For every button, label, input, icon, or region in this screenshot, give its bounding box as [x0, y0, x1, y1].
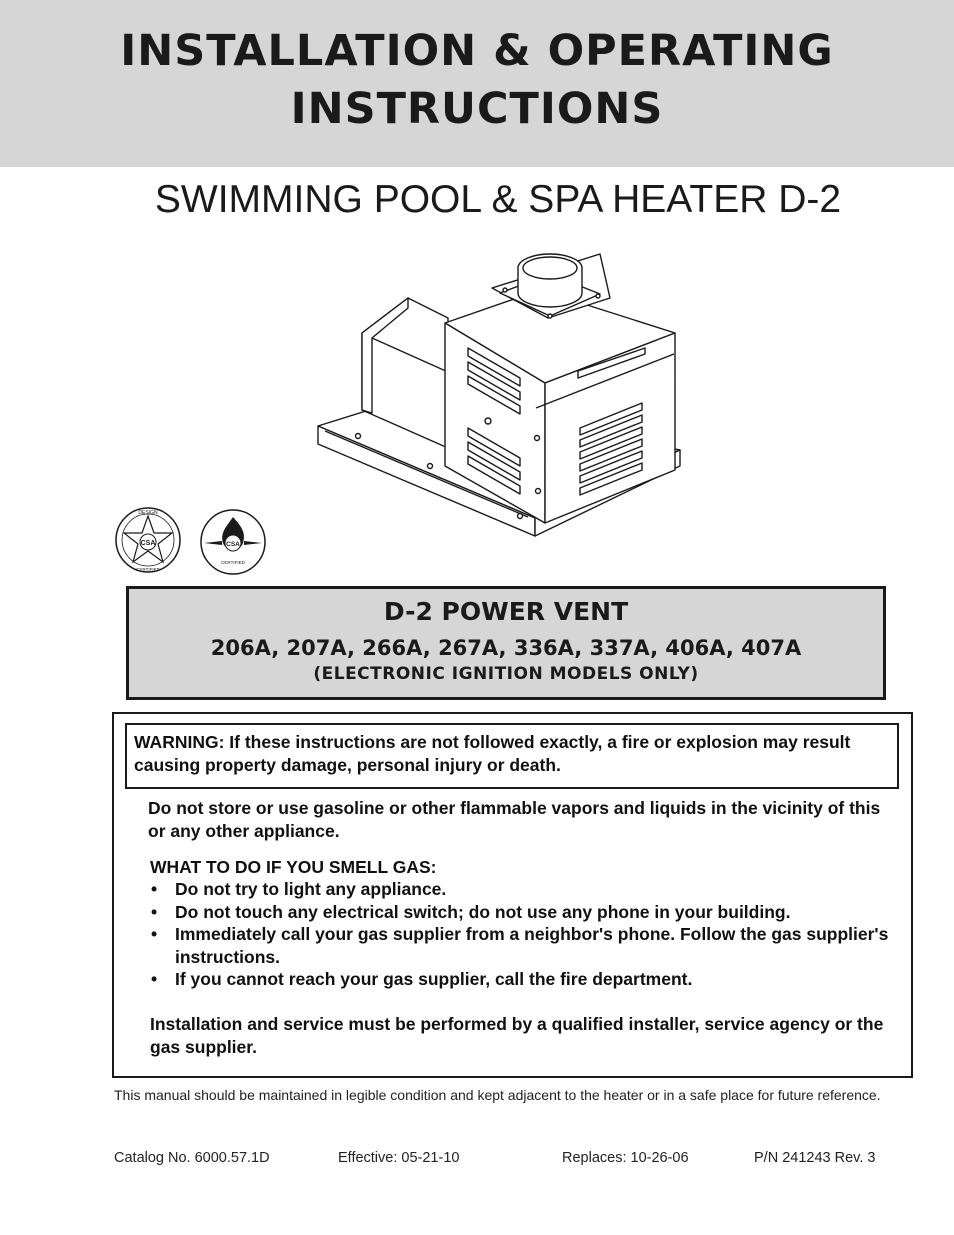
bullet: •	[151, 901, 158, 922]
document-title	[0, 22, 954, 138]
title-line-1: INSTALLATION & OPERATING	[120, 26, 834, 76]
list-item: • Do not touch any electrical switch; do not use any phone in your building.	[151, 901, 791, 922]
svg-text:CERTIFIED: CERTIFIED	[136, 567, 160, 572]
model-box	[126, 586, 886, 700]
catalog-number: Catalog No. 6000.57.1D	[114, 1150, 270, 1166]
svg-text:CERTIFIED: CERTIFIED	[221, 560, 245, 565]
flammable-vapors-notice: Do not store or use gasoline or other flammable vapors and liquids in the vicinity of this or any other appliance.	[148, 798, 881, 841]
warning-statement: WARNING: If these instructions are not followed exactly, a fire or explosion may result causing property damage, personal injury or death.	[134, 732, 851, 775]
part-number: P/N 241243 Rev. 3	[754, 1150, 876, 1166]
model-title: D-2 POWER VENT	[383, 597, 629, 626]
smell-gas-list	[150, 878, 890, 991]
replaces-date: Replaces: 10-26-06	[562, 1150, 689, 1166]
design-certified-seal-icon	[113, 505, 183, 575]
svg-text:CSA: CSA	[226, 541, 240, 548]
list-item: • If you cannot reach your gas supplier, call the fire department.	[151, 969, 693, 989]
list-item: • Do not try to light any appliance.	[151, 879, 447, 899]
bullet: •	[151, 879, 158, 899]
bullet: •	[151, 969, 158, 989]
model-note: (ELECTRONIC IGNITION MODELS ONLY)	[313, 664, 699, 684]
installation-notice: Installation and service must be performed by a qualified installer, service agency or the gas supplier.	[150, 1014, 884, 1057]
maintenance-note: This manual should be maintained in legible condition and kept adjacent to the heater or in a safe place for future reference.	[114, 1087, 881, 1103]
pool-heater-illustration	[300, 238, 690, 568]
svg-text:DESIGN: DESIGN	[138, 510, 158, 516]
flame-certified-seal-icon	[198, 507, 268, 577]
svg-text:CSA: CSA	[140, 540, 156, 547]
list-item: • Immediately call your gas supplier from a neighbor's phone. Follow the gas supplier's instructions.	[151, 924, 889, 967]
bullet: •	[151, 924, 158, 944]
title-line-2: INSTRUCTIONS	[290, 84, 664, 134]
product-subtitle: SWIMMING POOL & SPA HEATER D-2	[154, 178, 842, 221]
effective-date: Effective: 05-21-10	[338, 1150, 460, 1166]
model-numbers: 206A, 207A, 266A, 267A, 336A, 337A, 406A, 407A	[210, 636, 802, 660]
smell-gas-heading: WHAT TO DO IF YOU SMELL GAS:	[150, 857, 437, 877]
